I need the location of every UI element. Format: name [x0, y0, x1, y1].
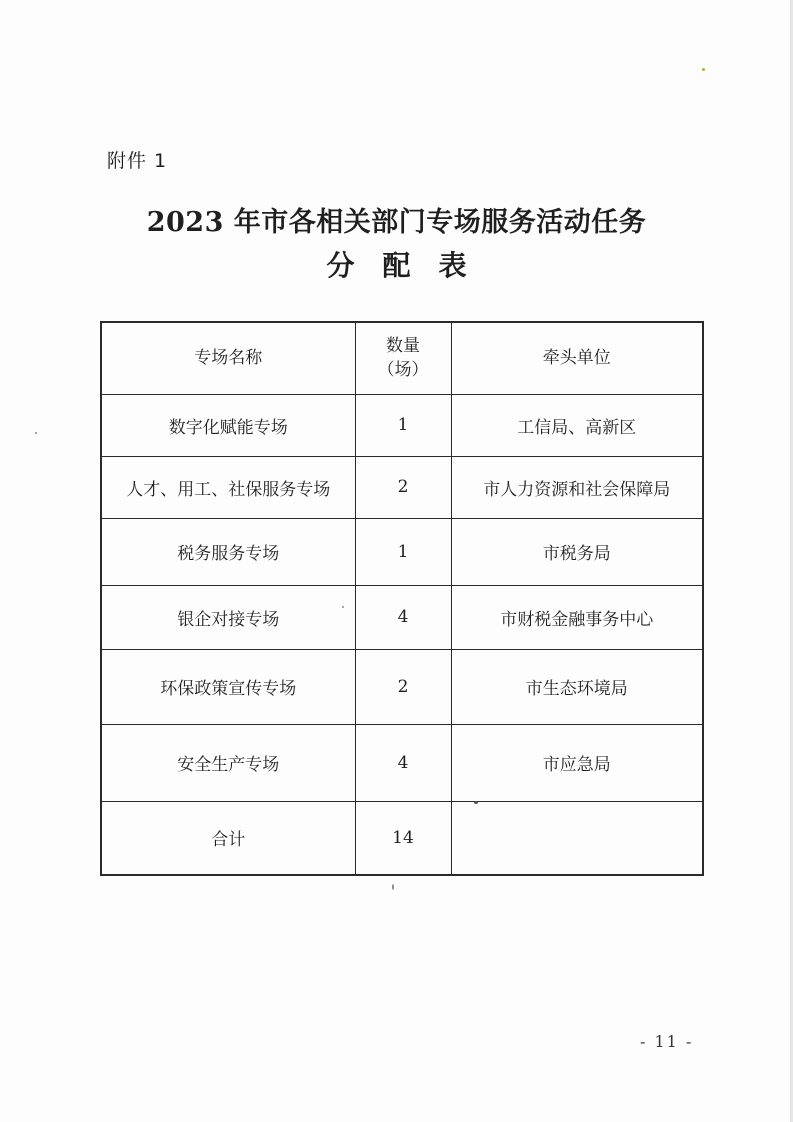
table-row	[101, 518, 703, 585]
cell-name: 环保政策宣传专场	[101, 649, 355, 724]
cell-unit: 市应急局	[451, 724, 703, 801]
cell-unit: 市税务局	[451, 518, 703, 585]
table-row	[101, 394, 703, 456]
cell-unit: 市财税金融事务中心	[451, 585, 703, 649]
cell-name: 数字化赋能专场	[101, 394, 355, 456]
header-count	[355, 322, 451, 394]
cell-name: 银企对接专场	[101, 585, 355, 649]
cell-unit: 工信局、高新区	[451, 394, 703, 456]
total-count: 14	[355, 801, 451, 875]
table-row	[101, 724, 703, 801]
table-total-row	[101, 801, 703, 875]
cell-unit: 市生态环境局	[451, 649, 703, 724]
scan-speck	[392, 884, 394, 890]
header-name: 专场名称	[101, 322, 355, 394]
scan-speck	[474, 801, 478, 804]
total-label: 合计	[101, 801, 355, 875]
document-subtitle: 分配表	[326, 249, 495, 282]
table-row	[101, 649, 703, 724]
table-header-row	[101, 322, 703, 394]
document-title: 2023 年市各相关部门专场服务活动任务	[146, 207, 647, 238]
scan-speck	[35, 432, 37, 434]
cell-count: 1	[355, 518, 451, 585]
header-count-line1: 数量	[386, 336, 420, 357]
cell-name: 税务服务专场	[101, 518, 355, 585]
table-row	[101, 585, 703, 649]
cell-name: 人才、用工、社保服务专场	[101, 456, 355, 518]
scan-speck	[342, 606, 344, 608]
cell-count: 4	[355, 724, 451, 801]
allocation-table	[100, 321, 704, 876]
header-count-line2: （场）	[377, 360, 429, 381]
cell-name: 安全生产专场	[101, 724, 355, 801]
cell-unit: 市人力资源和社会保障局	[451, 456, 703, 518]
attachment-label: 附件 1	[107, 150, 168, 172]
scan-speck	[702, 68, 705, 71]
cell-count: 1	[355, 394, 451, 456]
total-unit	[451, 801, 703, 875]
page-number: - 11 -	[640, 1032, 694, 1051]
cell-count: 2	[355, 649, 451, 724]
table-row	[101, 456, 703, 518]
cell-count: 2	[355, 456, 451, 518]
cell-count: 4	[355, 585, 451, 649]
header-unit: 牵头单位	[451, 322, 703, 394]
